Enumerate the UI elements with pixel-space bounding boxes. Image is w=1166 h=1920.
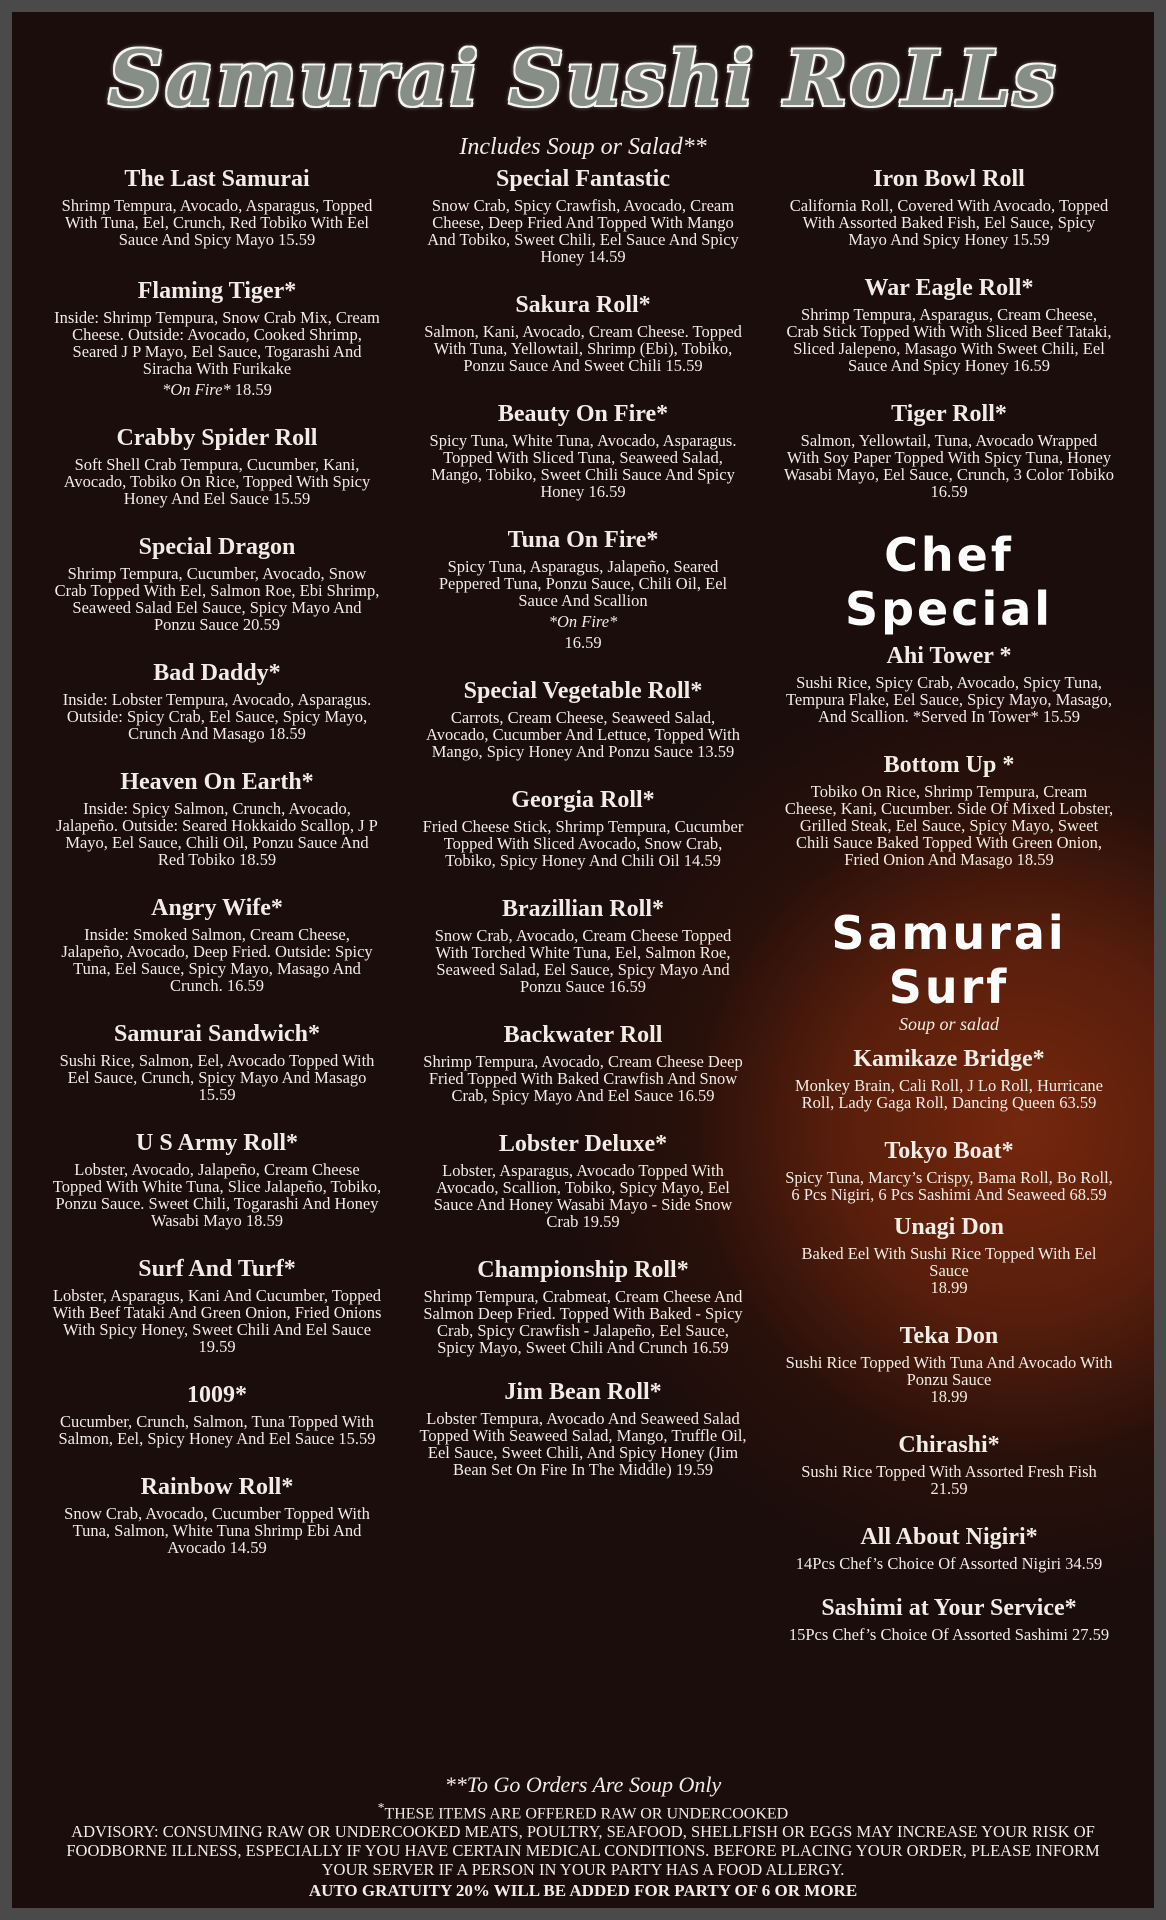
item-description: Cucumber, Crunch, Salmon, Tuna Topped With Salmon, Eel, Spicy Honey And Eel Sauce 15.59 bbox=[58, 1412, 376, 1448]
item-name: Surf And Turf* bbox=[138, 1256, 296, 1282]
item-name: Rainbow Roll* bbox=[140, 1474, 294, 1500]
item-description: Baked Eel With Sushi Rice Topped With Eel Sauce bbox=[801, 1244, 1097, 1280]
item-name: Tuna On Fire* bbox=[507, 527, 659, 553]
menu-footer bbox=[12, 1772, 1154, 1901]
item-description: Salmon, Kani, Avocado, Cream Cheese. Topped With Tuna, Yellowtail, Shrimp (Ebi), Tobiko, Ponzu Sauce And Sweet Chili 15.59 bbox=[424, 322, 742, 375]
menu-item bbox=[52, 424, 382, 507]
item-name: Bad Daddy* bbox=[153, 660, 281, 686]
item-description: Tobiko On Rice, Shrimp Tempura, Cream Cheese, Kani, Cucumber. Side Of Mixed Lobster, Grilled Steak, Eel Sauce, Spicy Mayo, Sweet Chili Sauce Baked Topped With Green Onion, Fried Onion And Masago 18.59 bbox=[784, 782, 1114, 869]
menu-item bbox=[52, 277, 382, 398]
item-description: Salmon, Yellowtail, Tuna, Avocado Wrapped With Soy Paper Topped With Spicy Tuna, Honey Wasabi Mayo, Eel Sauce, Crunch, 3 Color Tobiko 16.59 bbox=[784, 431, 1114, 501]
menu-item bbox=[784, 1431, 1114, 1497]
menu-item bbox=[52, 768, 382, 868]
menu-item bbox=[784, 642, 1114, 725]
item-description: Carrots, Cream Cheese, Seaweed Salad, Avocado, Cucumber And Lettuce, Topped With Mango, Spicy Honey And Ponzu Sauce 13.59 bbox=[426, 708, 740, 761]
item-description: California Roll, Covered With Avocado, Topped With Assorted Baked Fish, Eel Sauce, Spicy Mayo And Spicy Honey 15.59 bbox=[789, 196, 1109, 249]
menu-item bbox=[418, 291, 748, 374]
item-name: Heaven On Earth* bbox=[120, 769, 314, 795]
menu-item bbox=[52, 1473, 382, 1556]
item-name: Chirashi* bbox=[898, 1432, 1000, 1458]
item-name: Jim Bean Roll* bbox=[504, 1379, 662, 1405]
item-name: Special Dragon bbox=[138, 534, 296, 560]
advisory-text: ADVISORY: CONSUMING RAW OR UNDERCOOKED MEATS, POULTRY, SEAFOOD, SHELLFISH OR EGGS MAY INCREASE YOUR RISK OF FOODBORNE ILLNESS, ESPECIALLY IF YOU HAVE CERTAIN MEDICAL CONDITIONS. BEFORE PLACING YOUR ORDER, PLEASE INFORM YOUR SERVER IF A PERSON IN YOUR PARTY HAS A FOOD ALLERGY. bbox=[66, 1822, 1100, 1880]
item-description: Spicy Tuna, Marcy’s Crispy, Bama Roll, Bo Roll, 6 Pcs Nigiri, 6 Pcs Sashimi And Seaweed 68.59 bbox=[785, 1168, 1113, 1204]
item-name: Samurai Sandwich* bbox=[113, 1021, 321, 1047]
menu-item bbox=[418, 895, 748, 995]
item-description: Shrimp Tempura, Avocado, Cream Cheese Deep Fried Topped With Baked Crawfish And Snow Crab, Spicy Mayo And Eel Sauce 16.59 bbox=[423, 1052, 743, 1105]
on-fire-note: *On Fire* bbox=[162, 380, 231, 399]
menu-item bbox=[418, 1021, 748, 1104]
menu-item bbox=[784, 274, 1114, 374]
menu-item bbox=[784, 165, 1114, 248]
menu-title: Samurai Sushi RoLLs bbox=[108, 34, 1058, 123]
menu-item bbox=[52, 894, 382, 994]
gratuity-note: AUTO GRATUITY 20% WILL BE ADDED FOR PARTY OF 6 OR MORE bbox=[308, 1881, 858, 1901]
item-description: Soft Shell Crab Tempura, Cucumber, Kani, Avocado, Tobiko On Rice, Topped With Spicy Honey And Eel Sauce 15.59 bbox=[63, 455, 371, 508]
menu-item bbox=[784, 1213, 1114, 1296]
menu-item bbox=[418, 165, 748, 265]
item-name: Kamikaze Bridge* bbox=[853, 1046, 1045, 1072]
item-name: Sakura Roll* bbox=[515, 292, 651, 318]
item-name: War Eagle Roll* bbox=[864, 275, 1034, 301]
menu-subtitle: Includes Soup or Salad** bbox=[459, 134, 707, 160]
menu-item bbox=[418, 1130, 748, 1230]
item-name: Championship Roll* bbox=[477, 1257, 689, 1283]
chef-special-heading: Chef Special bbox=[844, 528, 1054, 636]
item-note bbox=[52, 381, 382, 398]
menu-column-3 bbox=[784, 165, 1114, 1643]
menu-item bbox=[784, 1137, 1114, 1203]
menu-item bbox=[418, 526, 748, 651]
item-description: 14Pcs Chef’s Choice Of Assorted Nigiri 34.59 bbox=[795, 1554, 1103, 1573]
item-price: 16.59 bbox=[564, 633, 602, 652]
raw-warning bbox=[12, 1800, 1154, 1822]
samurai-surf-subheading: Soup or salad bbox=[898, 1014, 999, 1034]
item-description: Sushi Rice, Salmon, Eel, Avocado Topped With Eel Sauce, Crunch, Spicy Mayo And Masago 15.59 bbox=[59, 1051, 375, 1104]
item-description: Shrimp Tempura, Crabmeat, Cream Cheese And Salmon Deep Fried. Topped With Baked - Spicy Crab, Spicy Crawfish - Jalapeño, Eel Sauce, Spicy Mayo, Sweet Chili And Crunch 16.59 bbox=[423, 1287, 743, 1357]
item-description: Fried Cheese Stick, Shrimp Tempura, Cucumber Topped With Sliced Avocado, Snow Crab, Tobiko, Spicy Honey And Chili Oil 14.59 bbox=[422, 817, 744, 870]
item-description: Snow Crab, Avocado, Cream Cheese Topped With Torched White Tuna, Eel, Salmon Roe, Seaweed Salad, Eel Sauce, Spicy Mayo And Ponzu Sauce 16.59 bbox=[434, 926, 732, 996]
item-description: Snow Crab, Spicy Crawfish, Avocado, Cream Cheese, Deep Fried And Topped With Mango And Tobiko, Sweet Chili, Eel Sauce And Spicy Honey 14.59 bbox=[427, 196, 739, 266]
samurai-surf-heading: Samurai Surf bbox=[831, 906, 1067, 1014]
menu-item bbox=[52, 1129, 382, 1229]
raw-warning-text: THESE ITEMS ARE OFFERED RAW OR UNDERCOOKED bbox=[384, 1805, 789, 1823]
item-price: 18.99 bbox=[930, 1387, 968, 1406]
menu-item bbox=[784, 1523, 1114, 1572]
item-name: Lobster Deluxe* bbox=[498, 1131, 668, 1157]
to-go-note: **To Go Orders Are Soup Only bbox=[444, 1772, 722, 1797]
menu-item bbox=[784, 1594, 1114, 1643]
item-description: Sushi Rice, Spicy Crab, Avocado, Spicy Tuna, Tempura Flake, Eel Sauce, Spicy Mayo, Masago, And Scallion. *Served In Tower* 15.59 bbox=[785, 673, 1112, 726]
menu-item bbox=[418, 786, 748, 869]
on-fire-note: *On Fire* bbox=[548, 612, 618, 631]
item-description: Shrimp Tempura, Cucumber, Avocado, Snow Crab Topped With Eel, Salmon Roe, Ebi Shrimp, Seaweed Salad Eel Sauce, Spicy Mayo And Ponzu Sauce 20.59 bbox=[54, 564, 380, 634]
item-name: Special Fantastic bbox=[496, 166, 670, 192]
item-description: Inside: Spicy Salmon, Crunch, Avocado, Jalapeño. Outside: Seared Hokkaido Scallop, J P Mayo, Eel Sauce, Chili Oil, Ponzu Sauce And Red Tobiko 18.59 bbox=[56, 799, 378, 869]
item-name: Crabby Spider Roll bbox=[116, 425, 318, 451]
item-description: Shrimp Tempura, Asparagus, Cream Cheese, Crab Stick Topped With With Sliced Beef Tataki, Sliced Jalepeno, Masago With Sweet Chili, Eel Sauce And Spicy Honey 16.59 bbox=[786, 305, 1112, 375]
item-description: Sushi Rice Topped With Assorted Fresh Fish 21.59 bbox=[801, 1462, 1097, 1498]
menu-board bbox=[12, 12, 1154, 1908]
menu-item bbox=[784, 400, 1114, 500]
item-description: Inside: Lobster Tempura, Avocado, Asparagus. Outside: Spicy Crab, Eel Sauce, Spicy Mayo, Crunch And Masago 18.59 bbox=[62, 690, 372, 743]
item-description: Spicy Tuna, White Tuna, Avocado, Asparagus. Topped With Sliced Tuna, Seaweed Salad, Mango, Tobiko, Sweet Chili Sauce And Spicy Honey 16.59 bbox=[429, 431, 737, 501]
menu-item bbox=[418, 1378, 748, 1478]
item-description: Inside: Smoked Salmon, Cream Cheese, Jalapeño, Avocado, Deep Fried. Outside: Spicy Tuna, Eel Sauce, Spicy Mayo, Masago And Crunch. 16.59 bbox=[61, 925, 373, 995]
item-note bbox=[418, 613, 748, 630]
item-name: Special Vegetable Roll* bbox=[463, 678, 703, 704]
menu-item bbox=[52, 1020, 382, 1103]
item-description: 15Pcs Chef’s Choice Of Assorted Sashimi 27.59 bbox=[788, 1625, 1110, 1644]
menu-item bbox=[418, 677, 748, 760]
item-description: Lobster Tempura, Avocado And Seaweed Salad Topped With Seaweed Salad, Mango, Truffle Oil, Eel Sauce, Sweet Chili, And Spicy Honey (Jim Bean Set On Fire In The Middle) 19.59 bbox=[419, 1409, 747, 1479]
raw-star: * bbox=[377, 1800, 385, 1815]
item-description: Sushi Rice Topped With Tuna And Avocado With Ponzu Sauce bbox=[785, 1353, 1113, 1389]
item-description: Lobster, Asparagus, Avocado Topped With Avocado, Scallion, Tobiko, Spicy Mayo, Eel Sauce And Honey Wasabi Mayo - Side Snow Crab 19.59 bbox=[433, 1161, 733, 1231]
menu-item bbox=[784, 751, 1114, 868]
item-name: Bottom Up * bbox=[883, 752, 1015, 778]
item-name: Flaming Tiger* bbox=[137, 278, 297, 304]
menu-item bbox=[52, 1381, 382, 1447]
item-name: Ahi Tower * bbox=[886, 643, 1012, 669]
item-name: Angry Wife* bbox=[151, 895, 283, 921]
item-name: Iron Bowl Roll bbox=[873, 166, 1025, 192]
menu-item bbox=[418, 400, 748, 500]
item-name: Unagi Don bbox=[893, 1214, 1005, 1240]
menu-item bbox=[418, 1256, 748, 1356]
item-name: Backwater Roll bbox=[503, 1022, 663, 1048]
item-price: 18.59 bbox=[230, 380, 272, 399]
item-name: Teka Don bbox=[899, 1323, 999, 1349]
item-name: Tiger Roll* bbox=[891, 401, 1007, 427]
item-name: Tokyo Boat* bbox=[884, 1138, 1014, 1164]
item-name: Brazillian Roll* bbox=[502, 896, 664, 922]
item-name: Beauty On Fire* bbox=[497, 401, 669, 427]
menu-item bbox=[52, 659, 382, 742]
item-description: Lobster, Asparagus, Kani And Cucumber, Topped With Beef Tataki And Green Onion, Fried Onions With Spicy Honey, Sweet Chili And Eel Sauce 19.59 bbox=[52, 1286, 382, 1356]
menu-item bbox=[52, 1255, 382, 1355]
item-name: 1009* bbox=[187, 1382, 247, 1408]
item-description: Monkey Brain, Cali Roll, J Lo Roll, Hurricane Roll, Lady Gaga Roll, Dancing Queen 63.59 bbox=[795, 1076, 1103, 1112]
item-description: Shrimp Tempura, Avocado, Asparagus, Topped With Tuna, Eel, Crunch, Red Tobiko With Eel Sauce And Spicy Mayo 15.59 bbox=[61, 196, 373, 249]
menu-item bbox=[784, 1045, 1114, 1111]
menu-column-2 bbox=[418, 165, 748, 1478]
item-name: U S Army Roll* bbox=[136, 1130, 298, 1156]
item-description: Snow Crab, Avocado, Cucumber Topped With Tuna, Salmon, White Tuna Shrimp Ebi And Avocado 14.59 bbox=[64, 1504, 370, 1557]
item-description: Inside: Shrimp Tempura, Snow Crab Mix, Cream Cheese. Outside: Avocado, Cooked Shrimp, Seared J P Mayo, Eel Sauce, Togarashi And Siracha With Furikake bbox=[54, 308, 380, 378]
item-name: The Last Samurai bbox=[124, 166, 310, 192]
item-name: All About Nigiri* bbox=[860, 1524, 1038, 1550]
item-description: Lobster, Avocado, Jalapeño, Cream Cheese Topped With White Tuna, Slice Jalapeño, Tobiko, Ponzu Sauce. Sweet Chili, Togarashi And Honey Wasabi Mayo 18.59 bbox=[52, 1160, 382, 1230]
item-name: Sashimi at Your Service* bbox=[821, 1595, 1077, 1621]
menu-item bbox=[52, 533, 382, 633]
menu-column-1 bbox=[52, 165, 382, 1556]
item-description: Spicy Tuna, Asparagus, Jalapeño, Seared Peppered Tuna, Ponzu Sauce, Chili Oil, Eel Sauce And Scallion bbox=[438, 557, 728, 610]
menu-item bbox=[784, 1322, 1114, 1405]
menu-item bbox=[52, 165, 382, 248]
item-name: Georgia Roll* bbox=[511, 787, 655, 813]
item-price: 18.99 bbox=[930, 1278, 968, 1297]
